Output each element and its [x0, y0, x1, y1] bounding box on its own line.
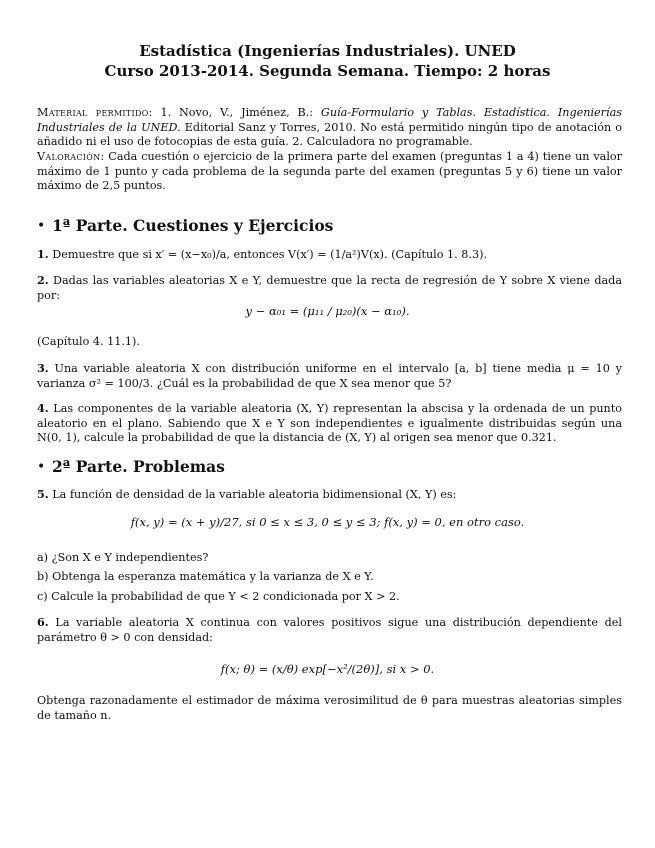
- valoracion-label: Valoración:: [37, 150, 105, 163]
- header-title-line1: Estadística (Ingenierías Industriales). UNED: [139, 42, 516, 60]
- q4-text: Las componentes de la variable aleatoria (X, Y) representan la abscisa y la ordenada de un punto aleatorio en el plano. Sabiendo que X e Y son independientes e igualmente distribuidas según una N(0, 1), calcule la probabilidad de que la distancia de (X, Y) al origen sea menor que 0.321.: [37, 402, 622, 445]
- q1-number: 1.: [37, 247, 49, 261]
- material-text1: 1. Novo, V., Jiménez, B.:: [152, 106, 321, 119]
- q2-number: 2.: [37, 273, 49, 287]
- q6-formula: f(x; θ) = (x/θ) exp[−x²/(2θ)], si x > 0.: [220, 662, 435, 676]
- question-5: [37, 487, 622, 503]
- q5-item-b: b) Obtenga la esperanza matemática y la varianza de X e Y.: [37, 570, 374, 583]
- question-6: [37, 615, 622, 645]
- material-paragraph: [37, 106, 622, 150]
- question-2: [37, 273, 622, 303]
- q6-final: Obtenga razonadamente el estimador de máxima verosimilitud de θ para muestras aleatorias simples de tamaño n.: [37, 694, 622, 722]
- q1-text: Demuestre que si x′ = (x−x₀)/a, entonces V(x′) = (1/a²)V(x). (Capítulo 1. 8.3).: [52, 248, 487, 261]
- q6-text: La variable aleatoria X continua con valores positivos sigue una distribución dependiente del parámetro θ > 0 con densidad:: [37, 616, 622, 644]
- q5-number: 5.: [37, 487, 49, 501]
- question-1: [37, 247, 622, 263]
- q3-text: Una variable aleatoria X con distribución uniforme en el intervalo [a, b] tiene media μ = 10 y varianza σ² = 100/3. ¿Cuál es la probabilidad de que X sea menor que 5?: [37, 362, 622, 390]
- material-label: Material permitido:: [37, 106, 153, 119]
- q5-formula: f(x, y) = (x + y)/27, si 0 ≤ x ≤ 3, 0 ≤ y ≤ 3; f(x, y) = 0, en otro caso.: [130, 515, 525, 529]
- part2-title: 2ª Parte. Problemas: [52, 457, 225, 476]
- header-title-line2: Curso 2013-2014. Segunda Semana. Tiempo: 2 horas: [104, 62, 551, 80]
- question-3: [37, 361, 622, 391]
- valoracion-paragraph: [37, 150, 622, 194]
- q2-text: Dadas las variables aleatorias X e Y, demuestre que la recta de regresión de Y sobre X viene dada por:: [37, 274, 622, 302]
- question-4: [37, 401, 622, 446]
- q5-item-c: c) Calcule la probabilidad de que Y < 2 condicionada por X > 2.: [37, 590, 400, 603]
- q6-number: 6.: [37, 615, 49, 629]
- q2-formula: y − α₀₁ = (μ₁₁ / μ₂₀)(x − α₁₀).: [245, 304, 410, 318]
- part1-bullet: •: [37, 218, 46, 234]
- material-book: Guía-Formulario y Tablas. Estadística. Ingenierías Industriales de la UNED.: [37, 106, 622, 134]
- q2-reference: (Capítulo 4. 11.1).: [37, 335, 140, 348]
- q3-number: 3.: [37, 361, 49, 375]
- part2-bullet: •: [37, 459, 46, 475]
- part1-title: 1ª Parte. Cuestiones y Ejercicios: [52, 216, 334, 235]
- valoracion-text: Cada cuestión o ejercicio de la primera parte del examen (preguntas 1 a 4) tiene un valor máximo de 1 punto y cada problema de la segunda parte del examen (preguntas 5 y 6) tiene un valor máximo de 2,5 puntos.: [37, 150, 622, 193]
- q5-text: La función de densidad de la variable aleatoria bidimensional (X, Y) es:: [52, 488, 457, 501]
- q5-item-a: a) ¿Son X e Y independientes?: [37, 551, 209, 564]
- material-text2: Editorial Sanz y Torres, 2010. No está permitido ningún tipo de anotación o añadido ni el uso de fotocopias de esta guía. 2. Calculadora no programable.: [37, 120, 622, 149]
- q4-number: 4.: [37, 401, 49, 415]
